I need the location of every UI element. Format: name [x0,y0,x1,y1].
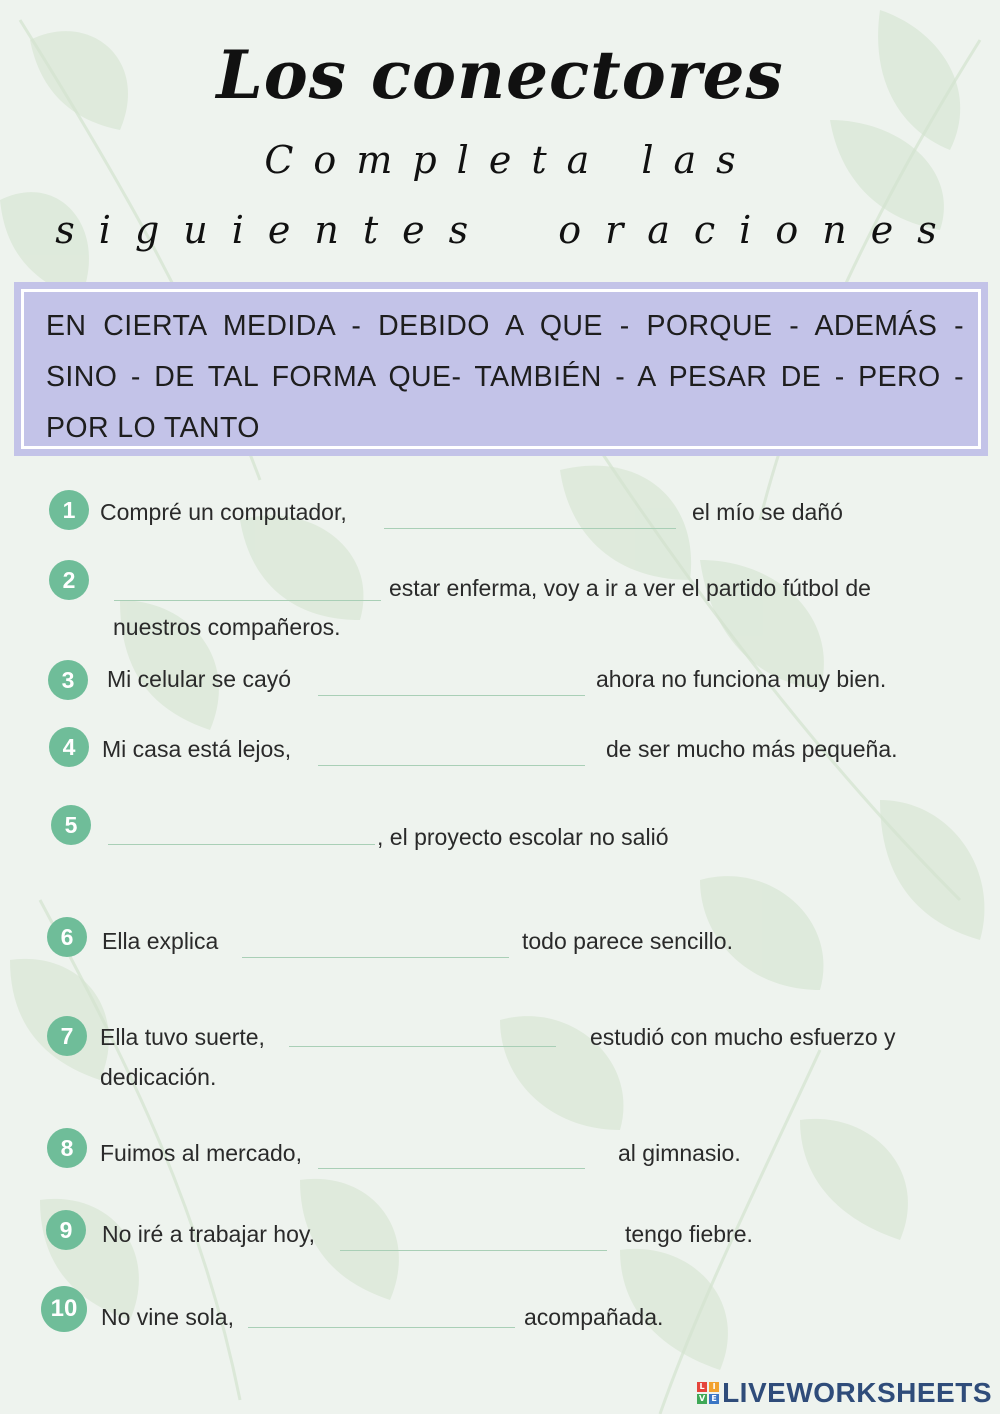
logo-mark-tile: E [709,1394,719,1404]
question-4-answer-blank[interactable] [318,765,585,766]
question-6-text-after: todo parece sencillo. [522,928,733,954]
word-bank-line-3: POR LO TANTO [46,412,260,444]
question-8-text-after: al gimnasio. [618,1140,741,1166]
question-10-text-before: No vine sola, [101,1304,234,1330]
subtitle-line-2: siguientes oraciones [55,208,961,252]
question-3-answer-blank[interactable] [318,695,585,696]
question-number-badge: 7 [47,1016,87,1056]
question-2-text-after: estar enferma, voy a ir a ver el partido fútbol de [389,575,871,601]
question-7-text-before: Ella tuvo suerte, [100,1024,265,1050]
page-title: Los conectores [216,36,784,114]
logo-mark-tile: V [698,1394,706,1403]
liveworksheets-logo-text: LIVEWORKSHEETS [722,1377,992,1408]
question-8-text-before: Fuimos al mercado, [100,1140,302,1166]
question-number-badge: 5 [51,805,91,845]
question-4-text-before: Mi casa está lejos, [102,736,292,762]
question-10-answer-blank[interactable] [248,1327,515,1328]
question-2-text-continued: nuestros compañeros. [113,614,341,640]
question-9-text-before: No iré a trabajar hoy, [102,1221,316,1247]
logo-mark-tile: I [709,1382,719,1392]
question-number-badge: 3 [48,660,88,700]
question-7-answer-blank[interactable] [289,1046,556,1047]
question-number-badge: 9 [46,1210,86,1250]
question-3-text-after: ahora no funciona muy bien. [596,666,887,692]
question-number-badge: 8 [47,1128,87,1168]
subtitle-line-1: Completa las [264,138,756,182]
question-7-text-after: estudió con mucho esfuerzo y [590,1024,896,1050]
logo-mark-tile: L [697,1382,707,1392]
question-number-badge: 4 [49,727,89,767]
question-number-badge: 2 [49,560,89,600]
question-5-answer-blank[interactable] [108,844,375,845]
liveworksheets-logo[interactable] [697,1377,992,1409]
question-8-answer-blank[interactable] [318,1168,585,1169]
word-bank-line-1: EN CIERTA MEDIDA - DEBIDO A QUE - PORQUE - ADEMÁS - [46,310,964,342]
question-5-text-after: , el proyecto escolar no salió [377,824,669,850]
liveworksheets-logo-icon [697,1382,719,1404]
question-6-text-before: Ella explica [102,928,219,954]
question-1-text-after: el mío se dañó [692,499,843,525]
question-7-text-continued: dedicación. [100,1064,217,1090]
question-1-text-before: Compré un computador, [100,499,347,525]
question-9-text-after: tengo fiebre. [625,1221,753,1247]
question-6-answer-blank[interactable] [242,957,509,958]
word-bank-line-2: SINO - DE TAL FORMA QUE- TAMBIÉN - A PESAR DE - PERO - [46,361,964,393]
question-number-badge: 6 [47,917,87,957]
question-number-badge: 1 [49,490,89,530]
question-9-answer-blank[interactable] [340,1250,607,1251]
question-1-answer-blank[interactable] [384,528,676,529]
question-3-text-before: Mi celular se cayó [107,666,292,692]
question-10-text-after: acompañada. [524,1304,664,1330]
question-4-text-after: de ser mucho más pequeña. [606,736,898,762]
question-number-badge: 10 [41,1286,87,1332]
word-bank-box [14,282,988,456]
question-2-answer-blank[interactable] [114,600,381,601]
